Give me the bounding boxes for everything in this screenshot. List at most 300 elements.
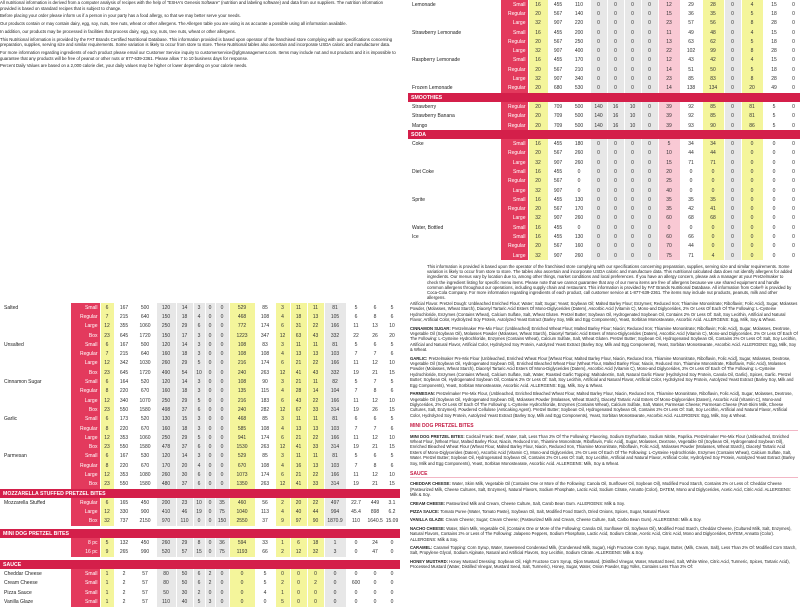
- table-cell: 6: [290, 538, 307, 547]
- table-cell: 12: [658, 0, 680, 9]
- table-cell: 6: [193, 480, 205, 489]
- table-row: [408, 37, 800, 46]
- ingredient-label: PARMESAN:: [410, 391, 437, 397]
- table-cell: 29: [176, 433, 193, 442]
- table-cell: 8: [100, 424, 114, 433]
- table-cell: 0: [324, 569, 346, 578]
- table-cell: 585: [229, 424, 255, 433]
- table-cell: 0: [215, 569, 229, 578]
- item-name: [0, 538, 70, 547]
- table-cell: 0: [785, 177, 800, 186]
- table-cell: 0: [724, 139, 741, 148]
- item-name: [0, 387, 70, 396]
- table-cell: 480: [156, 480, 176, 489]
- item-name: Mozzarella Stuffed: [0, 498, 70, 507]
- table-cell: 0: [607, 177, 624, 186]
- table-cell: 12: [100, 322, 114, 331]
- table-cell: 14: [176, 303, 193, 312]
- table-cell: 6: [366, 340, 384, 349]
- ingredient-text: Artificial Flavor. Pretzel Dough: Unbleached Enriched Flour; Water; Salt; Sugar; Yeast; Soybean Oil; Malted Barley Flour; Enzymes; Reduced Iron; Thiamine Mononitrate; Riboflavin; Folic Acid), Sugar, Molasses Powder, (Molasses, Wheat Starch), Diacetyl Tartaric Acid Esters Of Mono-Diglycerides (Datem), Ascorbic Acid (Vitamin C), Mono-and Diglycerides, 2% Or Less Of Each Of The Following: L-Cysteine Hydrochloride, Enzymes (Contains Wheat), Calcium Sulfate, Salt, Wheat Gluten. Pretzel Butter; Soybean Oil, Hydrogenated Soybean Oil, Contains 2% Or Less Of: Salt, Soy Lecithin, Artificial and Natural Flavor, Artificial Color, Hydrolyzed Soy Protein, Autolyzed Yeast Extract (Barley Soy, Milk and Egg Components), Yeast, Sorbitan Monostearate, Ascorbic Acid. ALLERGENS: Egg, Milk, Soy & Wheat.: [410, 301, 798, 323]
- table-cell: 67: [290, 405, 307, 414]
- size-label: Large: [500, 158, 528, 167]
- table-cell: 40: [658, 186, 680, 195]
- table-cell: 0: [590, 167, 607, 176]
- table-cell: 8: [366, 312, 384, 321]
- table-cell: 6: [193, 322, 205, 331]
- table-cell: 14: [658, 84, 680, 93]
- table-cell: 670: [229, 461, 255, 470]
- table-cell: 0: [624, 158, 641, 167]
- table-cell: 907: [548, 186, 568, 195]
- table-cell: 3: [193, 303, 205, 312]
- table-cell: 140: [568, 9, 590, 18]
- table-cell: 4: [275, 349, 290, 358]
- table-cell: 0: [724, 28, 741, 37]
- table-cell: 22: [346, 331, 366, 340]
- table-cell: 0: [205, 470, 215, 479]
- table-cell: 0: [702, 242, 724, 251]
- size-label: Regular: [500, 65, 528, 74]
- table-cell: 44: [307, 508, 324, 517]
- table-row: [0, 433, 400, 442]
- table-cell: 19: [193, 508, 205, 517]
- table-cell: 57: [680, 19, 702, 28]
- table-cell: 3: [193, 424, 205, 433]
- item-name: Strawberry Lemonade: [408, 28, 500, 37]
- table-cell: 10: [384, 359, 400, 368]
- table-cell: 0: [607, 19, 624, 28]
- table-row: [408, 28, 800, 37]
- table-cell: 0: [215, 461, 229, 470]
- table-cell: 0: [624, 177, 641, 186]
- table-cell: 0: [624, 37, 641, 46]
- table-cell: 19: [346, 368, 366, 377]
- table-cell: 907: [548, 46, 568, 55]
- table-cell: 0: [590, 242, 607, 251]
- table-cell: 81: [324, 452, 346, 461]
- table-cell: 6.2: [384, 508, 400, 517]
- table-cell: 0: [590, 158, 607, 167]
- table-cell: 167: [114, 452, 134, 461]
- table-cell: 21: [290, 359, 307, 368]
- table-row: [408, 251, 800, 260]
- table-cell: 34: [702, 139, 724, 148]
- table-cell: 6: [100, 377, 114, 386]
- table-cell: 6: [275, 470, 290, 479]
- table-cell: 102: [680, 46, 702, 55]
- table-cell: 907: [548, 214, 568, 223]
- table-cell: 33: [307, 405, 324, 414]
- item-name: [0, 331, 70, 340]
- table-cell: 3: [275, 303, 290, 312]
- soda-disclaimer: This information is provided is based upon the operator of the franchised store complying with our specifications concerning preparation, supplies, serving size and similar requirements. Some variation is likely to occur from store to store. The tables also ascertain and incorporate USDA caloric and manufacture data. This nutritional calculated data does not identify allergens for added ingredients. Our menus vary by location due to, among other things, market conditions and local preferences. If you have an allergy concern, please ask a manager at your Pretzelmaker to check the ingredient listing for specific menu items. Please note that we cannot guarantee that any of our menu items are free of allergens because we use shared equipment and handle common allergens throughout our operations, including supply chain and restaurant. This information is provided by FAT Brands Nutritional Database. All information from Coke® is provided by Coca-Cola Company. For more information regarding ingredients of each product, call customer service at 1-877-639-2361. The items may include nut products, peanuts, milk and other allergens.: [427, 264, 793, 301]
- table-cell: 0: [346, 548, 366, 557]
- table-cell: 0: [763, 205, 785, 214]
- table-cell: 200: [156, 498, 176, 507]
- table-cell: 0: [366, 588, 384, 597]
- table-cell: 0: [215, 359, 229, 368]
- table-cell: 19: [346, 442, 366, 451]
- table-cell: 529: [229, 303, 255, 312]
- table-cell: 0: [785, 149, 800, 158]
- table-cell: 0: [641, 214, 658, 223]
- table-cell: 1580: [134, 442, 156, 451]
- table-cell: 166: [324, 322, 346, 331]
- size-label: Regular: [500, 177, 528, 186]
- table-cell: 110: [568, 0, 590, 9]
- table-row: [408, 158, 800, 167]
- table-cell: 6: [384, 387, 400, 396]
- table-cell: 93: [680, 121, 702, 130]
- table-cell: 0: [702, 223, 724, 232]
- table-cell: 0: [384, 588, 400, 597]
- table-cell: 39: [658, 102, 680, 111]
- size-label: Large: [70, 508, 100, 517]
- table-cell: 10: [384, 322, 400, 331]
- table-cell: 180: [568, 139, 590, 148]
- table-cell: 170: [156, 461, 176, 470]
- table-cell: 165: [114, 498, 134, 507]
- size-label: Large: [500, 74, 528, 83]
- table-cell: 600: [346, 579, 366, 588]
- table-cell: 550: [114, 480, 134, 489]
- table-cell: 83: [255, 340, 275, 349]
- item-name: [0, 461, 70, 470]
- table-cell: 314: [324, 405, 346, 414]
- table-row: [0, 452, 400, 461]
- table-cell: 44: [680, 149, 702, 158]
- table-cell: 0: [607, 149, 624, 158]
- table-cell: 120: [156, 377, 176, 386]
- table-cell: 57: [134, 597, 156, 606]
- table-cell: 263: [255, 480, 275, 489]
- table-cell: 0: [785, 112, 800, 121]
- table-cell: 0: [785, 37, 800, 46]
- table-cell: 10: [624, 112, 641, 121]
- table-cell: 108: [255, 349, 275, 358]
- size-label: Large: [70, 396, 100, 405]
- table-cell: 11: [346, 470, 366, 479]
- table-row: [408, 84, 800, 93]
- table-cell: 22: [307, 433, 324, 442]
- table-cell: 22.7: [346, 498, 366, 507]
- table-row: [0, 442, 400, 451]
- table-cell: 250: [156, 322, 176, 331]
- size-label: Small: [500, 56, 528, 65]
- table-cell: 0: [641, 186, 658, 195]
- table-cell: 120: [156, 452, 176, 461]
- table-cell: 37: [176, 480, 193, 489]
- table-cell: 0: [193, 517, 205, 526]
- table-cell: 11: [307, 415, 324, 424]
- table-cell: 7: [346, 387, 366, 396]
- table-cell: 0: [785, 158, 800, 167]
- table-cell: 0: [215, 303, 229, 312]
- table-cell: 11: [346, 322, 366, 331]
- size-label: Box: [70, 480, 100, 489]
- table-cell: 0: [785, 102, 800, 111]
- table-cell: 1: [100, 588, 114, 597]
- item-name: Cinnamon Sugar: [0, 377, 70, 386]
- table-cell: 16: [528, 0, 548, 9]
- table-cell: 80: [156, 569, 176, 578]
- table-cell: 0: [607, 214, 624, 223]
- ingredient-label: CARAMEL:: [410, 545, 434, 551]
- table-cell: 455: [548, 195, 568, 204]
- table-cell: 2: [193, 588, 205, 597]
- table-cell: 260: [156, 359, 176, 368]
- table-cell: 0: [724, 214, 741, 223]
- table-cell: 0: [590, 177, 607, 186]
- table-cell: 57: [134, 579, 156, 588]
- table-cell: 250: [568, 37, 590, 46]
- table-cell: 11: [307, 452, 324, 461]
- table-cell: 0: [205, 538, 215, 547]
- table-cell: 2: [275, 548, 290, 557]
- table-cell: 22: [307, 470, 324, 479]
- size-label: Regular: [70, 498, 100, 507]
- size-label: 16 pc: [70, 548, 100, 557]
- table-cell: 450: [134, 498, 156, 507]
- table-cell: 7: [346, 461, 366, 470]
- table-cell: 41: [290, 480, 307, 489]
- size-label: Box: [70, 442, 100, 451]
- table-cell: 282: [255, 405, 275, 414]
- table-cell: 530: [568, 84, 590, 93]
- table-cell: 0: [785, 28, 800, 37]
- table-cell: 0: [590, 74, 607, 83]
- table-cell: 0: [290, 569, 307, 578]
- table-cell: 0: [724, 37, 741, 46]
- table-cell: 50: [156, 588, 176, 597]
- table-cell: 0: [624, 167, 641, 176]
- table-cell: 5: [384, 303, 400, 312]
- item-name: Unsalted: [0, 340, 70, 349]
- table-cell: 0: [205, 480, 215, 489]
- ingredient-label: PIZZA SAUCE:: [410, 509, 441, 514]
- table-cell: 16: [607, 102, 624, 111]
- item-name: [408, 242, 500, 251]
- table-cell: 21: [290, 377, 307, 386]
- table-cell: 709: [548, 102, 568, 111]
- table-cell: 10: [384, 433, 400, 442]
- table-cell: 5: [346, 452, 366, 461]
- table-cell: 7: [366, 377, 384, 386]
- table-cell: 99: [702, 46, 724, 55]
- table-cell: 0: [590, 9, 607, 18]
- table-cell: 5: [255, 569, 275, 578]
- table-cell: 5: [193, 597, 205, 606]
- table-cell: 16: [528, 223, 548, 232]
- table-cell: 18: [290, 312, 307, 321]
- table-cell: 314: [324, 442, 346, 451]
- ingredient-text: Tomato Puree (Water, Tomato Paste), Soybean Oil, Salt, Modified Food Starch, Dried Onions, Spices, Sugar, Natural Flavor.: [440, 509, 671, 514]
- table-cell: 21: [366, 368, 384, 377]
- item-name: Raspberry Lemonade: [408, 56, 500, 65]
- ingredient-text: Water, Skim Milk, Vegetable Oil (Contains One or More of the Following: Canola Oil, Sunflower Oil, Soybean Oil), Modified Food Starch, Contains 2% or Less of: Cheddar Cheese (Pasteurized Milk, Cheese Cultures, Salt, Enzymes), Natural Flavors, Sodium Phosphate, Lactic Acid, Sodium Citrate, Annatto (Color), DATEM, Mono and Diglycerides, Acetic Acid, Citric Acid. ALLERGENS: Milk & Soy.: [410, 481, 791, 498]
- table-cell: 28: [763, 19, 785, 28]
- section-title: SMOOTHIES: [408, 93, 800, 102]
- table-cell: 12: [100, 433, 114, 442]
- table-cell: 0: [741, 195, 763, 204]
- table-cell: 0: [785, 223, 800, 232]
- table-cell: 898: [366, 508, 384, 517]
- table-cell: 160: [156, 424, 176, 433]
- item-name: [0, 405, 70, 414]
- table-cell: 85: [255, 303, 275, 312]
- size-label: Small: [500, 223, 528, 232]
- table-cell: 265: [114, 548, 134, 557]
- table-cell: 14: [307, 387, 324, 396]
- table-cell: 46: [176, 508, 193, 517]
- table-row: [408, 167, 800, 176]
- table-cell: 0: [215, 433, 229, 442]
- table-cell: 0: [215, 312, 229, 321]
- table-cell: 20: [528, 9, 548, 18]
- table-cell: 4: [275, 424, 290, 433]
- table-cell: 85: [255, 415, 275, 424]
- ingredient-text: Cream Cheese; Sugar; Cream Cheese; (Pasteurized Milk and Cream, Cheese Culture, Salt, Carbo Bean Gum). ALLERGENS: Milk & Soy.: [445, 517, 702, 523]
- ingredient-label: VANILLA GLAZE:: [410, 517, 446, 523]
- table-cell: 4: [741, 28, 763, 37]
- table-row: [408, 205, 800, 214]
- table-cell: 5: [193, 433, 205, 442]
- table-row: [408, 102, 800, 111]
- table-cell: 35: [215, 498, 229, 507]
- table-cell: 0: [590, 37, 607, 46]
- table-cell: 140: [590, 102, 607, 111]
- table-cell: 0: [607, 158, 624, 167]
- table-cell: 0: [624, 9, 641, 18]
- table-cell: 75: [658, 251, 680, 260]
- table-cell: 0: [324, 579, 346, 588]
- table-cell: 0: [607, 0, 624, 9]
- table-cell: 0: [641, 19, 658, 28]
- table-cell: 9: [275, 517, 290, 526]
- table-cell: 0: [785, 46, 800, 55]
- table-cell: 0: [307, 569, 324, 578]
- table-cell: 71: [680, 158, 702, 167]
- table-row: [0, 387, 400, 396]
- table-cell: 0: [624, 186, 641, 195]
- table-cell: 10: [384, 470, 400, 479]
- table-cell: 5: [741, 9, 763, 18]
- table-cell: 3: [275, 340, 290, 349]
- table-cell: 5: [275, 597, 290, 606]
- ingredient-text: Caramel Topping: Corn Syrup, Water, Sweetened Condensed Milk, (Condensed Milk, Sugar), High Fructose Corn Syrup, Sugar, Butter, (Milk, Cream, Salt), Less Than 2% Of: Modified Corn Starch, Salt, Propylene Glycol, Sodium Alginate, Natural and Artificial Flavors, Soy Lecithin, Sodium Citrate. ALLERGENS: Milk & Soy.: [410, 545, 797, 556]
- table-cell: 81: [741, 112, 763, 121]
- table-row: [0, 312, 400, 321]
- table-cell: 0: [624, 232, 641, 241]
- table-cell: 57: [176, 548, 193, 557]
- item-name: Water, Bottled: [408, 223, 500, 232]
- item-name: [408, 186, 500, 195]
- table-cell: 26: [366, 331, 384, 340]
- table-cell: 0: [741, 232, 763, 241]
- table-cell: 0: [641, 205, 658, 214]
- table-cell: 23: [100, 405, 114, 414]
- table-cell: 140: [590, 112, 607, 121]
- table-cell: 170: [568, 56, 590, 65]
- table-cell: 260: [568, 149, 590, 158]
- table-cell: 13: [658, 37, 680, 46]
- item-name: Parmesan: [0, 452, 70, 461]
- table-cell: 132: [114, 538, 134, 547]
- table-cell: 216: [229, 359, 255, 368]
- size-label: Small: [70, 303, 100, 312]
- table-cell: 12: [366, 359, 384, 368]
- size-label: Small: [500, 232, 528, 241]
- table-cell: 50: [702, 65, 724, 74]
- table-cell: 0: [346, 597, 366, 606]
- table-cell: 0: [205, 312, 215, 321]
- item-name: [0, 359, 70, 368]
- table-cell: 20: [528, 205, 548, 214]
- table-cell: 0: [741, 139, 763, 148]
- table-cell: 1350: [229, 480, 255, 489]
- table-cell: 13: [366, 322, 384, 331]
- table-cell: 0: [215, 322, 229, 331]
- table-cell: 3: [193, 349, 205, 358]
- table-cell: 35: [680, 195, 702, 204]
- table-cell: 2: [275, 579, 290, 588]
- table-cell: 260: [568, 158, 590, 167]
- table-cell: 11: [290, 415, 307, 424]
- table-cell: 0: [590, 232, 607, 241]
- table-cell: 0: [724, 223, 741, 232]
- table-cell: 0: [205, 359, 215, 368]
- table-cell: 90: [702, 121, 724, 130]
- table-cell: 15: [763, 56, 785, 65]
- table-cell: 12: [275, 405, 290, 414]
- item-name: Pizza Sauce: [0, 588, 70, 597]
- table-cell: 0: [607, 223, 624, 232]
- table-cell: 6: [275, 359, 290, 368]
- ingredient-label: CINNAMON SUGAR:: [410, 325, 452, 331]
- table-cell: 66: [255, 548, 275, 557]
- table-cell: 907: [548, 74, 568, 83]
- table-cell: 108: [229, 340, 255, 349]
- table-cell: 21: [290, 470, 307, 479]
- table-cell: 0: [724, 121, 741, 130]
- table-cell: 500: [134, 303, 156, 312]
- table-cell: 43: [307, 368, 324, 377]
- table-cell: 2: [307, 579, 324, 588]
- table-cell: 50: [176, 569, 193, 578]
- ingredient-text: Pretzelmaker Pre-Mix Flour (Unbleached, Enriched Wheat Flour [Wheat Flour, Malted Barley Flour, Niacin, Reduced Iron, Thiamine Mononitrate, Riboflavin, Folic Acid], Sugar, Molasses, Dextrose, Vegetable Oil (Soybean Oil, Hydrogenated Soybean Oil), Enriched Bleached Wheat Flour (Wheat Flour, Malted Barley Flour, Niacin, Reduced Iron, Thiamine Mononitrate, Riboflavin, Folic Acid), Molasses Powder (Molasses, Wheat Starch), Diacetyl Tartaric Acid Esters Of Mono-Diglycerides (Datem), Ascorbic Acid (Vitamin C), Mono-and Diglycerides, 2% Or Less Of Each Of The Following: L-Cysteine Hydrochloride, Enzymes (Contains Wheat), Calcium Sulfate, Salt, Water, Roasted Garlic Topping: Maltodextrin, Salt, Natural Garlic Flavor (Hydrolyzed Soy Protein, Canola Oil, Garlic), Spices, Garlic. Pretzel Butter; Soybean Oil, Hydrogenated Soybean Oil, Contains 2% Or Less Of: Salt, Soy Lecithin, Artificial and Natural Flavor, Artificial Color, Hydrolyzed Soy Protein, Autolyzed Yeast Extract (Barley Soy, Milk and Egg Components), Yeast, Sorbitan Monostearate, Ascorbic Acid. ALLERGENS: Egg, Milk, Soy & Wheat.: [410, 355, 794, 388]
- table-cell: 263: [255, 368, 275, 377]
- disclaimer-paragraph: Before placing your order please inform us if a person in your party has a food allergy, so that we may better serve your needs.: [0, 13, 241, 19]
- table-cell: 26: [366, 405, 384, 414]
- table-cell: 23: [100, 331, 114, 340]
- table-cell: 11: [307, 303, 324, 312]
- table-cell: 16: [607, 121, 624, 130]
- table-cell: 215: [114, 312, 134, 321]
- table-cell: 567: [548, 242, 568, 251]
- table-cell: 0: [607, 205, 624, 214]
- ingredient-label: HONEY MUSTARD:: [410, 558, 450, 564]
- table-cell: 3.1: [384, 498, 400, 507]
- table-cell: 670: [134, 387, 156, 396]
- item-name: [408, 65, 500, 74]
- table-cell: 0: [785, 167, 800, 176]
- table-row: [0, 588, 400, 597]
- table-cell: 50: [176, 579, 193, 588]
- table-cell: 54: [176, 368, 193, 377]
- table-cell: 0: [785, 0, 800, 9]
- table-cell: 0: [741, 158, 763, 167]
- table-cell: 0: [346, 588, 366, 597]
